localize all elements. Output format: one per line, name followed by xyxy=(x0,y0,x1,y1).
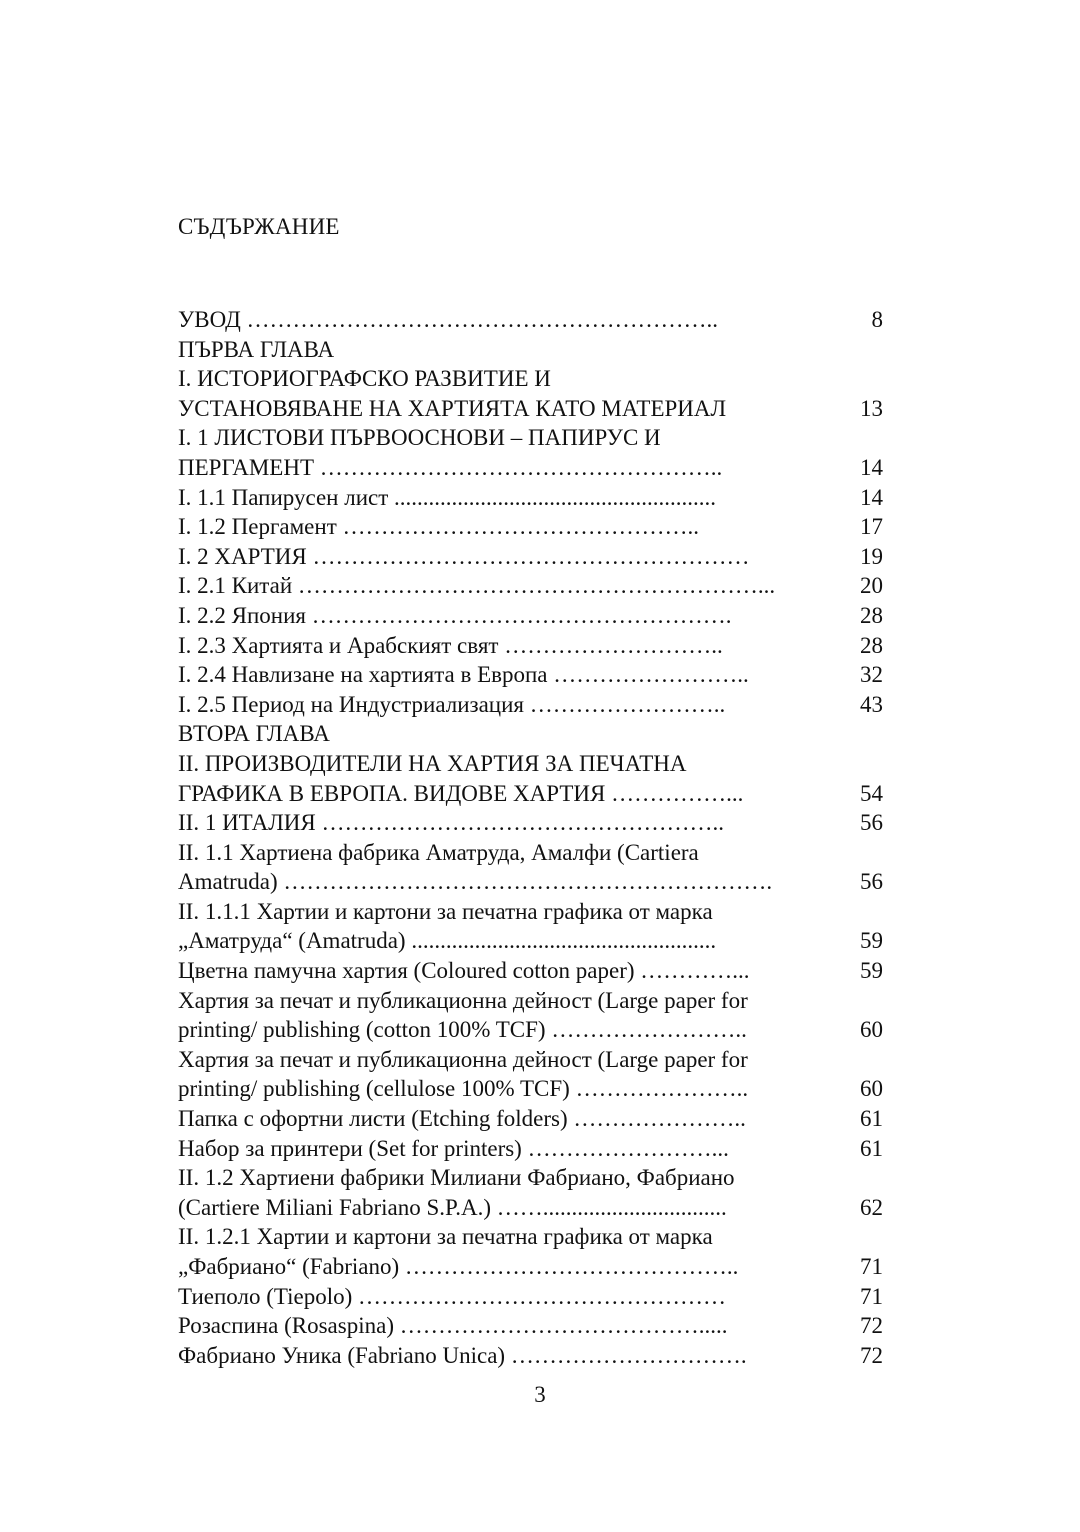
toc-entry xyxy=(178,1074,883,1104)
toc-entry-text: Набор за принтери (Set for printers) ……………………... xyxy=(178,1135,729,1161)
toc-entry-page: 43 xyxy=(860,691,883,717)
table-of-contents xyxy=(178,305,883,1370)
toc-entry-page: 61 xyxy=(860,1106,883,1132)
toc-entry-text: I. 2.4 Навлизане на хартията в Европа …………………….. xyxy=(178,662,749,688)
toc-entry xyxy=(178,660,883,690)
toc-entry-page: 8 xyxy=(871,307,883,332)
toc-entry xyxy=(178,719,883,749)
toc-entry xyxy=(178,512,883,542)
toc-entry-text: „Аматруда“ (Amatruda) ..................................................... xyxy=(178,928,717,954)
toc-entry-text: I. 2.2 Япония ………………………………………………. xyxy=(178,602,732,628)
toc-entry xyxy=(178,690,883,720)
toc-entry xyxy=(178,335,883,365)
toc-entry-page: 54 xyxy=(860,780,883,806)
toc-entry-text: I. 2 ХАРТИЯ ………………………………………………… xyxy=(178,543,750,569)
toc-entry-text: Папка с офортни листи (Etching folders) ………………….. xyxy=(178,1106,746,1132)
toc-entry-page: 59 xyxy=(860,958,883,984)
toc-entry-page: 60 xyxy=(860,1076,883,1102)
toc-entry xyxy=(178,926,883,956)
toc-entry-page: 61 xyxy=(860,1135,883,1161)
toc-entry xyxy=(178,897,883,927)
toc-entry-text: Тиеполо (Tiepolo) ………………………………………… xyxy=(178,1283,727,1309)
toc-entry-page: 13 xyxy=(860,395,883,421)
toc-entry-text: II. 1.2 Хартиени фабрики Милиани Фабриано, Фабриано xyxy=(178,1165,735,1191)
toc-entry xyxy=(178,453,883,483)
toc-entry-page: 28 xyxy=(860,602,883,628)
toc-entry-text: Хартия за печат и публикационна дейност (Large paper for xyxy=(178,987,748,1013)
toc-entry xyxy=(178,423,883,453)
toc-entry xyxy=(178,1252,883,1282)
toc-entry-page: 72 xyxy=(860,1342,883,1368)
toc-entry xyxy=(178,779,883,809)
toc-entry xyxy=(178,986,883,1016)
toc-entry xyxy=(178,838,883,868)
toc-entry xyxy=(178,631,883,661)
toc-entry-text: II. 1.1 Хартиена фабрика Аматруда, Амалфи (Cartiera xyxy=(178,839,699,865)
toc-entry xyxy=(178,305,883,335)
toc-entry xyxy=(178,601,883,631)
toc-entry-text: УВОД …………………………………………………….. xyxy=(178,307,719,332)
toc-entry-page: 60 xyxy=(860,1017,883,1043)
toc-entry xyxy=(178,956,883,986)
toc-entry-page: 59 xyxy=(860,928,883,954)
toc-entry-text: ПЪРВА ГЛАВА xyxy=(178,336,335,362)
toc-entry-text: Розаспина (Rosaspina) …………………………………..... xyxy=(178,1313,728,1339)
toc-entry-page: 14 xyxy=(860,454,883,480)
toc-entry-text: II. 1.2.1 Хартии и картони за печатна графика от марка xyxy=(178,1224,713,1250)
page-number: 3 xyxy=(534,1382,546,1407)
toc-entry-text: II. 1.1.1 Хартии и картони за печатна графика от марка xyxy=(178,898,713,924)
toc-entry-text: Amatruda) ………………………………………………………. xyxy=(178,869,773,895)
toc-entry-page: 56 xyxy=(860,810,883,836)
toc-entry-page: 28 xyxy=(860,632,883,658)
toc-entry-page: 71 xyxy=(860,1283,883,1309)
toc-entry xyxy=(178,483,883,513)
toc-entry-text: II. ПРОИЗВОДИТЕЛИ НА ХАРТИЯ ЗА ПЕЧАТНА xyxy=(178,750,687,776)
toc-entry-text: ПЕРГАМЕНТ …………………………………………….. xyxy=(178,454,723,480)
toc-entry xyxy=(178,1045,883,1075)
toc-entry xyxy=(178,1015,883,1045)
toc-entry-text: I. 1.1 Папирусен лист ........................................................ xyxy=(178,484,717,510)
toc-entry-page: 71 xyxy=(860,1254,883,1279)
toc-entry-text: I. 1.2 Пергамент ……………………………………….. xyxy=(178,514,699,540)
toc-entry-text: printing/ publishing (cellulose 100% TCF) ………………….. xyxy=(178,1076,749,1102)
toc-entry-text: УСТАНОВЯВАНЕ НА ХАРТИЯТА КАТО МАТЕРИАЛ xyxy=(178,395,727,421)
toc-entry-text: Цветна памучна хартия (Coloured cotton paper) …………... xyxy=(178,958,750,984)
toc-entry xyxy=(178,1282,883,1312)
toc-entry-text: ГРАФИКА В ЕВРОПА. ВИДОВЕ ХАРТИЯ ……………... xyxy=(178,780,744,806)
toc-entry-page: 19 xyxy=(860,543,883,569)
toc-entry xyxy=(178,571,883,601)
page-title: СЪДЪРЖАНИЕ xyxy=(178,214,340,239)
toc-entry xyxy=(178,1163,883,1193)
toc-entry-text: Фабриано Уника (Fabriano Unica) …………………………. xyxy=(178,1342,747,1368)
toc-entry-text: II. 1 ИТАЛИЯ …………………………………………….. xyxy=(178,810,724,836)
toc-entry-text: I. 1 ЛИСТОВИ ПЪРВООСНОВИ – ПАПИРУС И xyxy=(178,425,661,451)
toc-entry xyxy=(178,364,883,394)
toc-entry-page: 56 xyxy=(860,869,883,895)
toc-entry-text: Хартия за печат и публикационна дейност (Large paper for xyxy=(178,1046,748,1072)
toc-entry-text: I. ИСТОРИОГРАФСКО РАЗВИТИЕ И xyxy=(178,366,551,392)
toc-entry-page: 17 xyxy=(860,514,883,540)
toc-entry xyxy=(178,394,883,424)
toc-entry-page: 32 xyxy=(860,662,883,688)
toc-entry xyxy=(178,1311,883,1341)
toc-entry-page: 62 xyxy=(860,1194,883,1220)
toc-entry xyxy=(178,1104,883,1134)
toc-entry-text: ВТОРА ГЛАВА xyxy=(178,721,330,747)
toc-entry-text: printing/ publishing (cotton 100% TCF) …………………….. xyxy=(178,1017,747,1043)
toc-entry-page: 72 xyxy=(860,1313,883,1339)
toc-entry xyxy=(178,1222,883,1252)
toc-entry xyxy=(178,1193,883,1223)
toc-entry xyxy=(178,1341,883,1371)
toc-entry-text: „Фабриано“ (Fabriano) …………………………………….. xyxy=(178,1254,739,1279)
toc-entry-text: (Cartiere Miliani Fabriano S.P.A.) ……................................ xyxy=(178,1194,727,1220)
toc-entry xyxy=(178,749,883,779)
toc-entry xyxy=(178,1134,883,1164)
toc-entry xyxy=(178,808,883,838)
toc-entry-text: I. 2.1 Китай ……………………………………………………... xyxy=(178,573,776,599)
toc-entry-page: 14 xyxy=(860,484,883,510)
toc-entry-text: I. 2.5 Период на Индустриализация …………………….. xyxy=(178,691,726,717)
toc-entry-page: 20 xyxy=(860,573,883,599)
toc-entry-text: I. 2.3 Хартията и Арабският свят ……………………….. xyxy=(178,632,723,658)
toc-entry xyxy=(178,542,883,572)
toc-entry xyxy=(178,867,883,897)
